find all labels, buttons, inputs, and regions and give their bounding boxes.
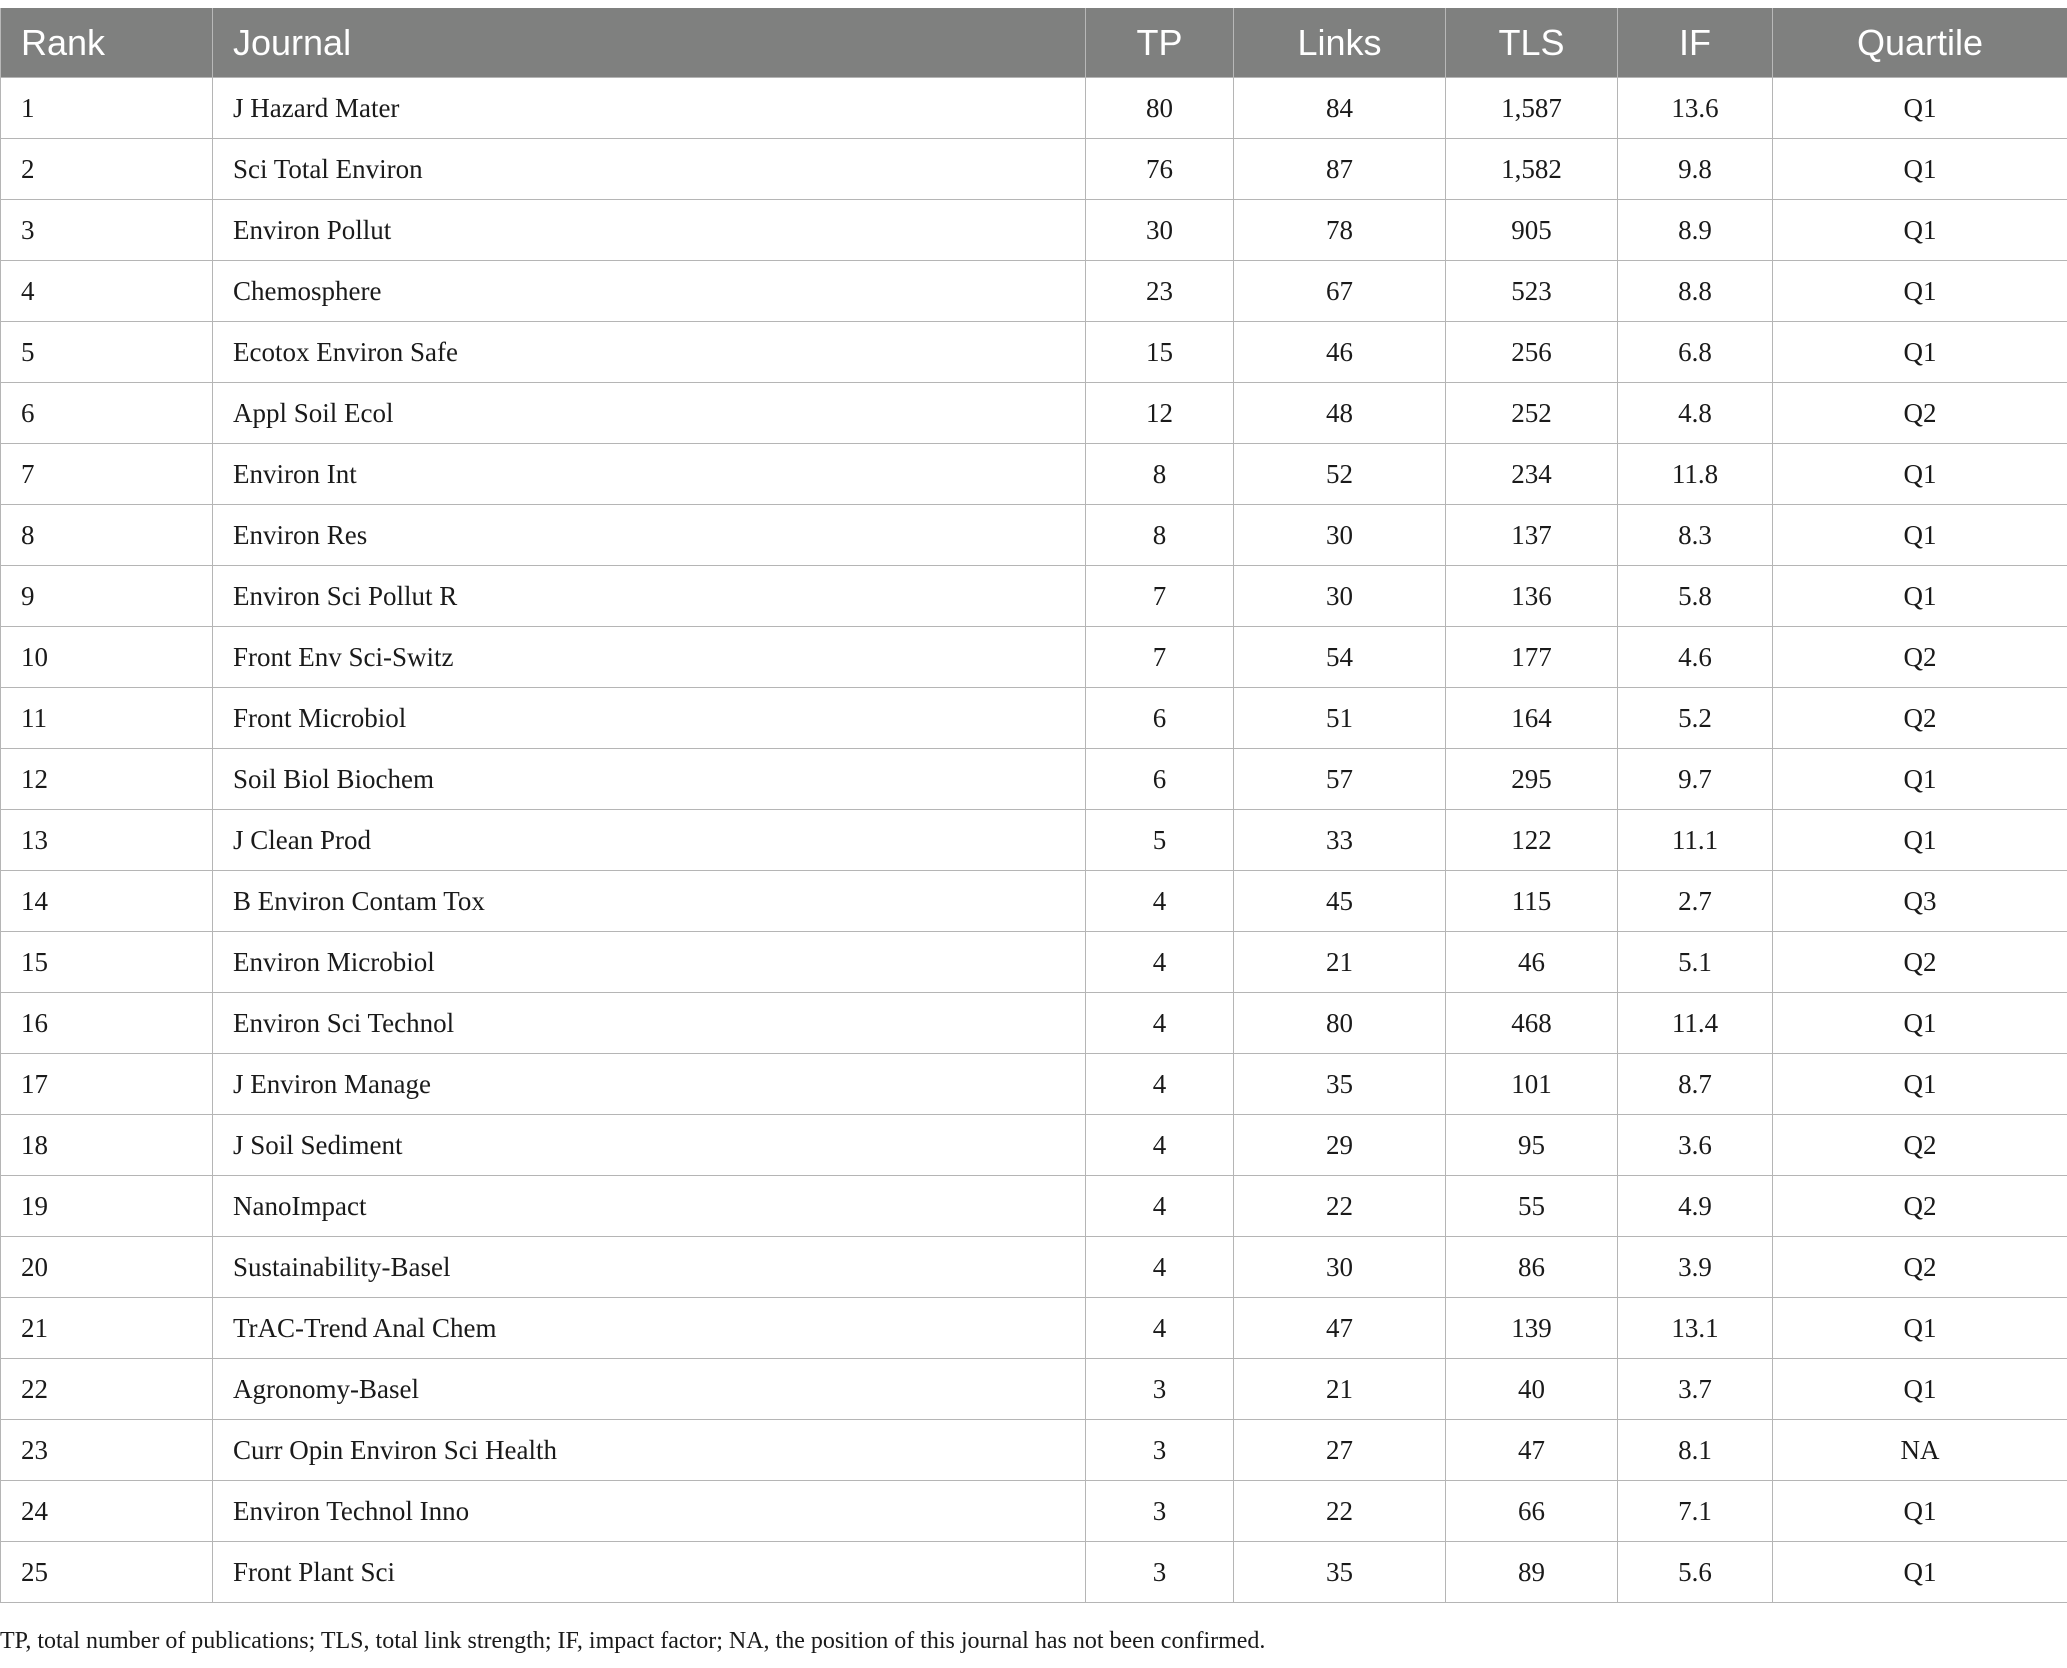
cell-links: 33 [1234, 810, 1446, 871]
cell-quartile: Q2 [1773, 1176, 2067, 1237]
cell-rank: 15 [1, 932, 213, 993]
table-row [1, 78, 2067, 139]
table-header [1, 8, 2067, 78]
table-row [1, 1298, 2067, 1359]
cell-rank: 2 [1, 139, 213, 200]
cell-tp: 4 [1086, 932, 1234, 993]
cell-links: 35 [1234, 1054, 1446, 1115]
cell-links: 47 [1234, 1298, 1446, 1359]
cell-journal: Front Microbiol [213, 688, 1086, 749]
cell-links: 57 [1234, 749, 1446, 810]
cell-if: 4.8 [1618, 383, 1773, 444]
cell-rank: 4 [1, 261, 213, 322]
cell-tls: 115 [1446, 871, 1618, 932]
cell-journal: J Soil Sediment [213, 1115, 1086, 1176]
cell-tls: 139 [1446, 1298, 1618, 1359]
cell-journal: J Clean Prod [213, 810, 1086, 871]
cell-tp: 7 [1086, 566, 1234, 627]
table-row [1, 627, 2067, 688]
table-row [1, 1237, 2067, 1298]
cell-links: 46 [1234, 322, 1446, 383]
cell-quartile: Q2 [1773, 1115, 2067, 1176]
cell-tls: 523 [1446, 261, 1618, 322]
cell-tls: 256 [1446, 322, 1618, 383]
cell-tp: 3 [1086, 1481, 1234, 1542]
table-row [1, 1115, 2067, 1176]
cell-tp: 3 [1086, 1420, 1234, 1481]
table-row [1, 810, 2067, 871]
cell-journal: Chemosphere [213, 261, 1086, 322]
cell-tls: 1,582 [1446, 139, 1618, 200]
cell-rank: 23 [1, 1420, 213, 1481]
cell-tls: 66 [1446, 1481, 1618, 1542]
cell-rank: 7 [1, 444, 213, 505]
cell-tls: 905 [1446, 200, 1618, 261]
cell-links: 80 [1234, 993, 1446, 1054]
cell-tp: 4 [1086, 993, 1234, 1054]
cell-tp: 3 [1086, 1542, 1234, 1603]
cell-tp: 80 [1086, 78, 1234, 139]
table-row [1, 871, 2067, 932]
cell-journal: Environ Technol Inno [213, 1481, 1086, 1542]
cell-journal: Environ Pollut [213, 200, 1086, 261]
table-row [1, 261, 2067, 322]
cell-rank: 22 [1, 1359, 213, 1420]
cell-tls: 46 [1446, 932, 1618, 993]
cell-links: 52 [1234, 444, 1446, 505]
cell-quartile: Q1 [1773, 810, 2067, 871]
cell-journal: J Hazard Mater [213, 78, 1086, 139]
cell-tls: 252 [1446, 383, 1618, 444]
cell-journal: TrAC-Trend Anal Chem [213, 1298, 1086, 1359]
table-row [1, 993, 2067, 1054]
cell-journal: Environ Sci Pollut R [213, 566, 1086, 627]
cell-tls: 295 [1446, 749, 1618, 810]
cell-tp: 30 [1086, 200, 1234, 261]
header-if: IF [1618, 8, 1773, 78]
cell-if: 5.8 [1618, 566, 1773, 627]
journal-table [0, 8, 2067, 1603]
table-body [1, 78, 2067, 1603]
cell-tp: 7 [1086, 627, 1234, 688]
cell-if: 2.7 [1618, 871, 1773, 932]
cell-links: 48 [1234, 383, 1446, 444]
cell-quartile: Q2 [1773, 627, 2067, 688]
cell-tls: 122 [1446, 810, 1618, 871]
cell-tp: 4 [1086, 1176, 1234, 1237]
cell-if: 9.7 [1618, 749, 1773, 810]
cell-journal: Curr Opin Environ Sci Health [213, 1420, 1086, 1481]
cell-tp: 8 [1086, 444, 1234, 505]
cell-quartile: Q1 [1773, 993, 2067, 1054]
cell-links: 30 [1234, 505, 1446, 566]
cell-quartile: Q2 [1773, 932, 2067, 993]
cell-tp: 6 [1086, 749, 1234, 810]
cell-quartile: Q1 [1773, 566, 2067, 627]
cell-if: 11.4 [1618, 993, 1773, 1054]
table-row [1, 322, 2067, 383]
cell-tls: 234 [1446, 444, 1618, 505]
cell-if: 13.1 [1618, 1298, 1773, 1359]
cell-links: 54 [1234, 627, 1446, 688]
cell-quartile: Q2 [1773, 1237, 2067, 1298]
cell-rank: 9 [1, 566, 213, 627]
cell-if: 5.2 [1618, 688, 1773, 749]
cell-if: 7.1 [1618, 1481, 1773, 1542]
cell-rank: 5 [1, 322, 213, 383]
cell-if: 3.7 [1618, 1359, 1773, 1420]
cell-tls: 177 [1446, 627, 1618, 688]
cell-if: 8.1 [1618, 1420, 1773, 1481]
cell-tls: 95 [1446, 1115, 1618, 1176]
cell-journal: Soil Biol Biochem [213, 749, 1086, 810]
cell-if: 8.3 [1618, 505, 1773, 566]
cell-quartile: Q3 [1773, 871, 2067, 932]
table-footnote: TP, total number of publications; TLS, total link strength; IF, impact factor; NA, the position of this journal has not been confirmed. [0, 1628, 1266, 1654]
table-row [1, 1481, 2067, 1542]
cell-tls: 40 [1446, 1359, 1618, 1420]
cell-if: 4.6 [1618, 627, 1773, 688]
cell-if: 3.9 [1618, 1237, 1773, 1298]
cell-tp: 4 [1086, 1298, 1234, 1359]
cell-tp: 4 [1086, 1237, 1234, 1298]
cell-quartile: Q1 [1773, 505, 2067, 566]
cell-links: 35 [1234, 1542, 1446, 1603]
cell-tls: 468 [1446, 993, 1618, 1054]
cell-journal: Sci Total Environ [213, 139, 1086, 200]
cell-tp: 6 [1086, 688, 1234, 749]
header-quartile: Quartile [1773, 8, 2067, 78]
cell-if: 5.1 [1618, 932, 1773, 993]
cell-links: 67 [1234, 261, 1446, 322]
cell-if: 9.8 [1618, 139, 1773, 200]
cell-rank: 25 [1, 1542, 213, 1603]
cell-journal: Appl Soil Ecol [213, 383, 1086, 444]
table-row [1, 1359, 2067, 1420]
cell-tls: 136 [1446, 566, 1618, 627]
cell-quartile: Q2 [1773, 383, 2067, 444]
cell-if: 11.1 [1618, 810, 1773, 871]
cell-quartile: Q1 [1773, 200, 2067, 261]
cell-tp: 4 [1086, 871, 1234, 932]
header-tp: TP [1086, 8, 1234, 78]
header-row [1, 8, 2067, 78]
cell-rank: 11 [1, 688, 213, 749]
cell-quartile: Q1 [1773, 749, 2067, 810]
header-links: Links [1234, 8, 1446, 78]
cell-tls: 164 [1446, 688, 1618, 749]
table-row [1, 383, 2067, 444]
cell-links: 21 [1234, 1359, 1446, 1420]
cell-tls: 137 [1446, 505, 1618, 566]
cell-tls: 47 [1446, 1420, 1618, 1481]
header-journal: Journal [213, 8, 1086, 78]
cell-rank: 10 [1, 627, 213, 688]
cell-tp: 8 [1086, 505, 1234, 566]
cell-rank: 3 [1, 200, 213, 261]
cell-quartile: Q1 [1773, 444, 2067, 505]
cell-links: 78 [1234, 200, 1446, 261]
cell-rank: 8 [1, 505, 213, 566]
cell-links: 51 [1234, 688, 1446, 749]
cell-journal: Ecotox Environ Safe [213, 322, 1086, 383]
cell-rank: 12 [1, 749, 213, 810]
cell-quartile: Q1 [1773, 322, 2067, 383]
cell-quartile: Q1 [1773, 1481, 2067, 1542]
cell-quartile: NA [1773, 1420, 2067, 1481]
cell-links: 22 [1234, 1176, 1446, 1237]
cell-if: 13.6 [1618, 78, 1773, 139]
cell-links: 22 [1234, 1481, 1446, 1542]
cell-quartile: Q1 [1773, 78, 2067, 139]
cell-tls: 101 [1446, 1054, 1618, 1115]
cell-journal: Environ Res [213, 505, 1086, 566]
table-row [1, 1420, 2067, 1481]
cell-links: 29 [1234, 1115, 1446, 1176]
cell-tp: 3 [1086, 1359, 1234, 1420]
cell-quartile: Q1 [1773, 1542, 2067, 1603]
cell-rank: 18 [1, 1115, 213, 1176]
cell-rank: 6 [1, 383, 213, 444]
cell-journal: NanoImpact [213, 1176, 1086, 1237]
cell-journal: Environ Int [213, 444, 1086, 505]
cell-journal: Sustainability-Basel [213, 1237, 1086, 1298]
cell-journal: B Environ Contam Tox [213, 871, 1086, 932]
cell-tp: 15 [1086, 322, 1234, 383]
table-row [1, 200, 2067, 261]
cell-if: 3.6 [1618, 1115, 1773, 1176]
table-row [1, 1542, 2067, 1603]
cell-if: 4.9 [1618, 1176, 1773, 1237]
cell-tp: 4 [1086, 1115, 1234, 1176]
cell-links: 84 [1234, 78, 1446, 139]
cell-rank: 13 [1, 810, 213, 871]
cell-tls: 86 [1446, 1237, 1618, 1298]
cell-if: 8.8 [1618, 261, 1773, 322]
cell-journal: J Environ Manage [213, 1054, 1086, 1115]
cell-if: 8.9 [1618, 200, 1773, 261]
cell-tls: 1,587 [1446, 78, 1618, 139]
cell-links: 21 [1234, 932, 1446, 993]
cell-rank: 21 [1, 1298, 213, 1359]
cell-journal: Environ Microbiol [213, 932, 1086, 993]
cell-quartile: Q1 [1773, 1054, 2067, 1115]
cell-rank: 19 [1, 1176, 213, 1237]
cell-quartile: Q2 [1773, 688, 2067, 749]
cell-tp: 12 [1086, 383, 1234, 444]
cell-rank: 17 [1, 1054, 213, 1115]
cell-journal: Front Plant Sci [213, 1542, 1086, 1603]
cell-if: 8.7 [1618, 1054, 1773, 1115]
table-row [1, 932, 2067, 993]
cell-links: 27 [1234, 1420, 1446, 1481]
header-rank: Rank [1, 8, 213, 78]
cell-tp: 5 [1086, 810, 1234, 871]
cell-rank: 20 [1, 1237, 213, 1298]
cell-tp: 76 [1086, 139, 1234, 200]
cell-journal: Agronomy-Basel [213, 1359, 1086, 1420]
header-tls: TLS [1446, 8, 1618, 78]
cell-rank: 16 [1, 993, 213, 1054]
cell-quartile: Q1 [1773, 1359, 2067, 1420]
cell-links: 87 [1234, 139, 1446, 200]
cell-if: 6.8 [1618, 322, 1773, 383]
table-row [1, 505, 2067, 566]
table-row [1, 444, 2067, 505]
table-row [1, 566, 2067, 627]
table-row [1, 1054, 2067, 1115]
cell-quartile: Q1 [1773, 1298, 2067, 1359]
table-row [1, 749, 2067, 810]
cell-tls: 55 [1446, 1176, 1618, 1237]
cell-rank: 14 [1, 871, 213, 932]
cell-if: 11.8 [1618, 444, 1773, 505]
journal-table-container [0, 8, 2067, 1603]
cell-journal: Front Env Sci-Switz [213, 627, 1086, 688]
cell-links: 30 [1234, 566, 1446, 627]
cell-tp: 4 [1086, 1054, 1234, 1115]
table-row [1, 688, 2067, 749]
cell-journal: Environ Sci Technol [213, 993, 1086, 1054]
cell-links: 30 [1234, 1237, 1446, 1298]
cell-tls: 89 [1446, 1542, 1618, 1603]
table-row [1, 139, 2067, 200]
table-row [1, 1176, 2067, 1237]
cell-rank: 24 [1, 1481, 213, 1542]
cell-if: 5.6 [1618, 1542, 1773, 1603]
cell-tp: 23 [1086, 261, 1234, 322]
cell-quartile: Q1 [1773, 261, 2067, 322]
cell-rank: 1 [1, 78, 213, 139]
cell-links: 45 [1234, 871, 1446, 932]
cell-quartile: Q1 [1773, 139, 2067, 200]
